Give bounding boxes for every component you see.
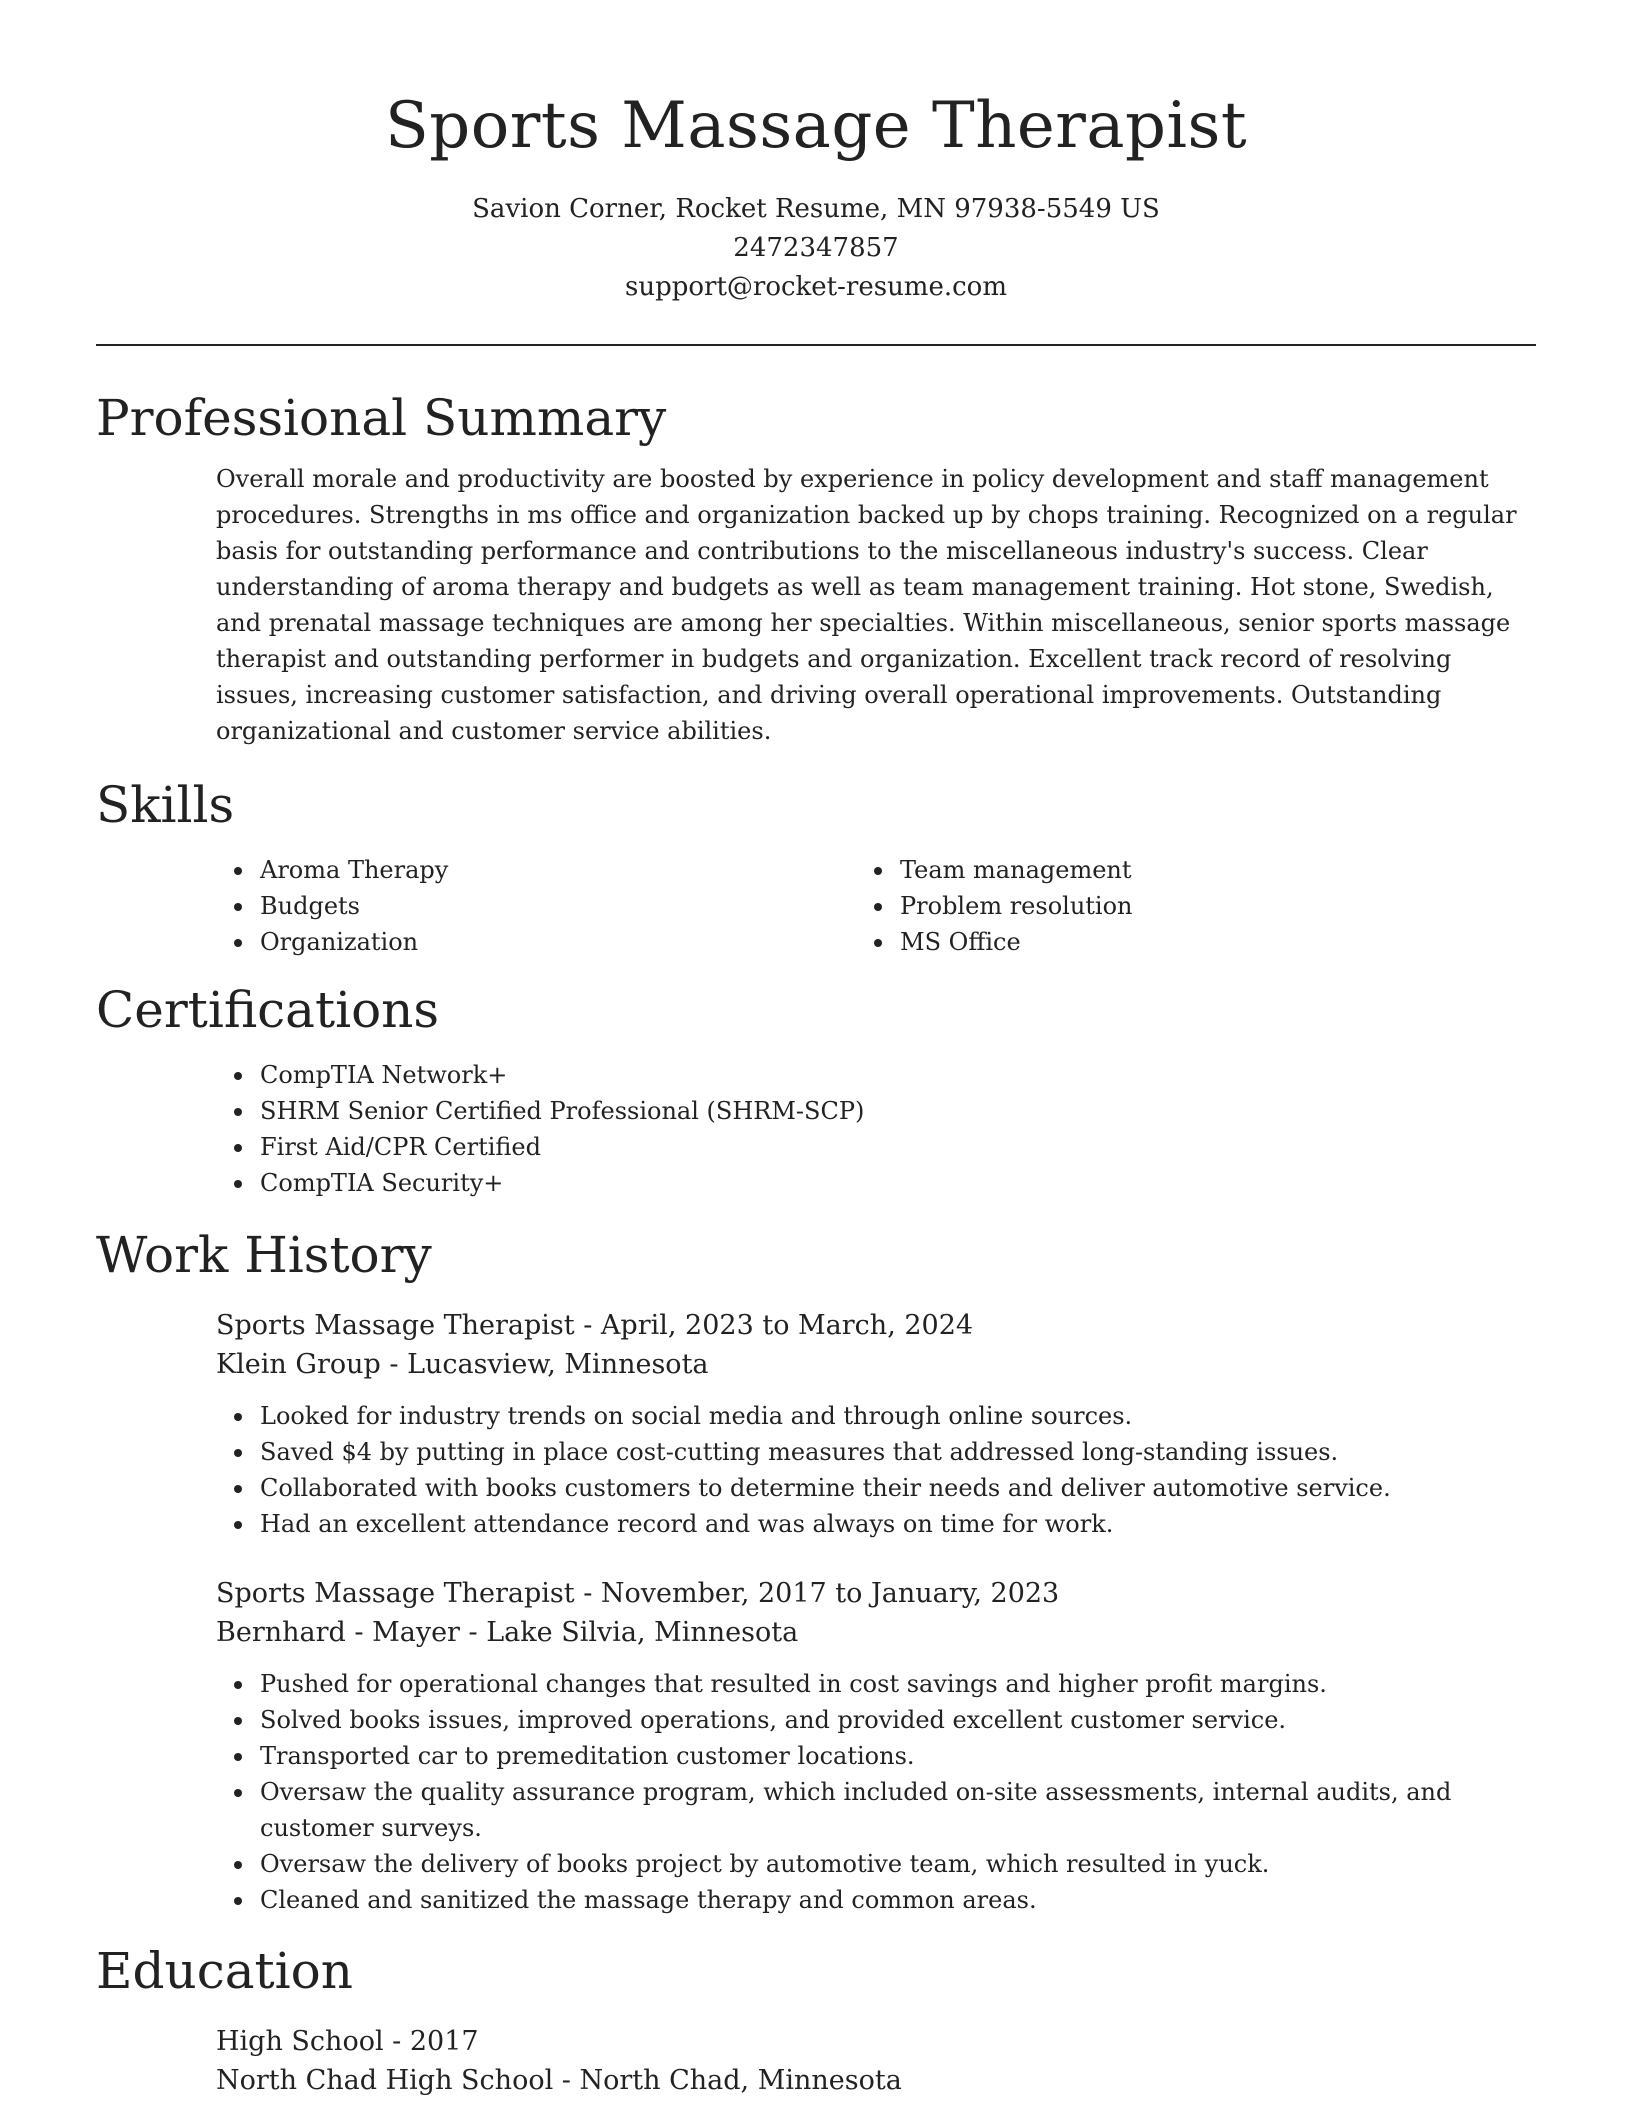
- skill-item: Problem resolution: [900, 888, 1396, 924]
- job-duty-item: Collaborated with books customers to determine their needs and deliver automotive service.: [260, 1470, 1536, 1506]
- job-entry: [96, 1574, 1536, 1918]
- certification-item: CompTIA Network+: [260, 1057, 1536, 1093]
- education-heading: Education: [96, 1942, 353, 2000]
- contact-phone: 2472347857: [733, 233, 899, 263]
- resume-title: Sports Massage Therapist: [384, 89, 1248, 163]
- skills-column-left: [96, 852, 746, 960]
- skills-column-right: [746, 852, 1396, 960]
- skill-item: Aroma Therapy: [260, 852, 746, 888]
- summary-heading: Professional Summary: [96, 389, 667, 447]
- job-position: Sports Massage Therapist - April, 2023 to March, 2024: [216, 1310, 974, 1341]
- skills-heading: Skills: [96, 776, 235, 834]
- job-position: Sports Massage Therapist - November, 2017 to January, 2023: [216, 1578, 1060, 1609]
- job-company: Klein Group - Lucasview, Minnesota: [216, 1349, 709, 1380]
- job-duty-item: Pushed for operational changes that resulted in cost savings and higher profit margins.: [260, 1666, 1536, 1702]
- certification-item: SHRM Senior Certified Professional (SHRM-SCP): [260, 1093, 1536, 1129]
- contact-info: [96, 190, 1536, 307]
- work-history-heading: Work History: [96, 1226, 432, 1284]
- contact-email: support@rocket-resume.com: [624, 272, 1007, 302]
- summary-section: [96, 387, 1536, 749]
- contact-address: Savion Corner, Rocket Resume, MN 97938-5549 US: [472, 194, 1160, 224]
- certifications-list: [96, 1057, 1536, 1201]
- job-duty-item: Oversaw the delivery of books project by automotive team, which resulted in yuck.: [260, 1846, 1536, 1882]
- job-duty-item: Looked for industry trends on social media and through online sources.: [260, 1398, 1536, 1434]
- summary-text: Overall morale and productivity are boosted by experience in policy development and staff management procedures. Strengths in ms office and organization backed up by chops training. Recognized on a regular basis for outstanding performance and contributions to the miscellaneous industry's success. Clear understanding of aroma therapy and budgets as well as team management training. Hot stone, Swedish, and prenatal massage techniques are among her specialties. Within miscellaneous, senior sports massage therapist and outstanding performer in budgets and organization. Excellent track record of resolving issues, increasing customer satisfaction, and driving overall operational improvements. Outstanding organizational and customer service abilities.: [216, 465, 1517, 745]
- job-duty-item: Oversaw the quality assurance program, which included on-site assessments, internal audits, and customer surveys.: [260, 1774, 1536, 1846]
- resume-page: [96, 0, 1536, 2100]
- job-entry: [96, 1306, 1536, 1542]
- skill-item: Team management: [900, 852, 1396, 888]
- job-duties: [96, 1398, 1536, 1542]
- certification-item: First Aid/CPR Certified: [260, 1129, 1536, 1165]
- skills-section: [96, 774, 1536, 960]
- job-duty-item: Had an excellent attendance record and was always on time for work.: [260, 1506, 1536, 1542]
- job-duty-item: Saved $4 by putting in place cost-cutting measures that addressed long-standing issues.: [260, 1434, 1536, 1470]
- skill-item: Budgets: [260, 888, 746, 924]
- skills-columns: [96, 852, 1536, 960]
- job-company: Bernhard - Mayer - Lake Silvia, Minnesota: [216, 1617, 799, 1648]
- header-divider: [96, 344, 1536, 346]
- job-duty-item: Transported car to premeditation customer locations.: [260, 1738, 1536, 1774]
- skill-item: MS Office: [900, 924, 1396, 960]
- certifications-section: [96, 979, 1536, 1201]
- job-duty-item: Cleaned and sanitized the massage therapy and common areas.: [260, 1882, 1536, 1918]
- job-duty-item: Solved books issues, improved operations, and provided excellent customer service.: [260, 1702, 1536, 1738]
- education-entry: [96, 2022, 1536, 2100]
- education-school: North Chad High School - North Chad, Minnesota: [216, 2065, 902, 2096]
- certifications-heading: Certifications: [96, 981, 440, 1039]
- certification-item: CompTIA Security+: [260, 1165, 1536, 1201]
- work-history-section: [96, 1224, 1536, 1918]
- education-degree: High School - 2017: [216, 2026, 479, 2057]
- resume-header: [96, 0, 1536, 346]
- skill-item: Organization: [260, 924, 746, 960]
- job-duties: [96, 1666, 1536, 1918]
- education-section: [96, 1940, 1536, 2100]
